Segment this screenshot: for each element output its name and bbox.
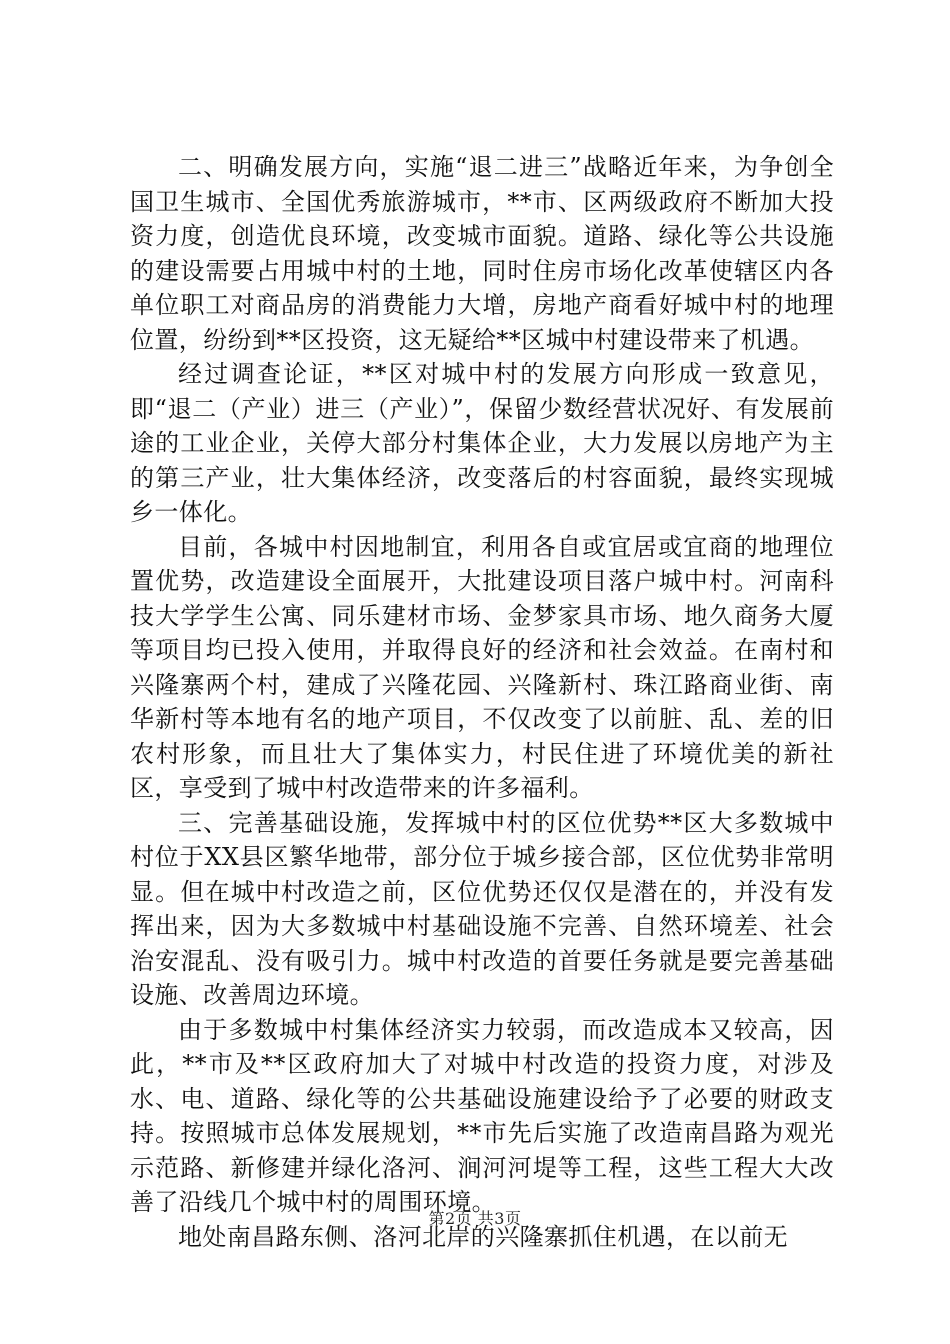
paragraph: 由于多数城中村集体经济实力较弱，而改造成本又较高，因此，**市及**区政府加大了对城中村改造的投资力度，对涉及水、电、道路、绿化等的公共基础设施建设给予了必要的财政支持。按照城市总体发展规划，**市先后实施了改造南昌路为观光示范路、新修建并绿化洛河、涧河河堤等工程，这些工程大大改善了沿线几个城中村的周围环境。 [130, 1015, 834, 1216]
paragraph: 目前，各城中村因地制宜，利用各自或宜居或宜商的地理位置优势，改造建设全面展开，大批建设项目落户城中村。河南科技大学学生公寓、同乐建材市场、金梦家具市场、地久商务大厦等项目均已投入使用，并取得良好的经济和社会效益。在南村和兴隆寨两个村，建成了兴隆花园、兴隆新村、珠江路商业街、南华新村等本地有名的地产项目，不仅改变了以前脏、乱、差的旧农村形象，而且壮大了集体实力，村民住进了环境优美的新社区，享受到了城中村改造带来的许多福利。 [130, 532, 834, 802]
document-body [130, 150, 834, 1254]
paragraph: 二、明确发展方向，实施“退二进三”战略近年来，为争创全国卫生城市、全国优秀旅游城市，**市、区两级政府不断加大投资力度，创造优良环境，改变城市面貌。道路、绿化等公共设施的建设需要占用城中村的土地，同时住房市场化改革使辖区内各单位职工对商品房的消费能力大增，房地产商看好城中村的地理位置，纷纷到**区投资，这无疑给**区城中村建设带来了机遇。 [130, 153, 834, 354]
paragraph: 经过调查论证，**区对城中村的发展方向形成一致意见，即“退二（产业）进三（产业）”，保留少数经营状况好、有发展前途的工业企业，关停大部分村集体企业，大力发展以房地产为主的第三产业，壮大集体经济，改变落后的村容面貌，最终实现城乡一体化。 [130, 360, 834, 526]
page-number-footer: 第2页 共3页 [428, 1209, 522, 1228]
paragraph: 三、完善基础设施，发挥城中村的区位优势**区大多数城中村位于XX县区繁华地带，部分位于城乡接合部，区位优势非常明显。但在城中村改造之前，区位优势还仅仅是潜在的，并没有发挥出来，因为大多数城中村基础设施不完善、自然环境差、社会治安混乱、没有吸引力。城中村改造的首要任务就是要完善基础设施、改善周边环境。 [130, 808, 834, 1009]
paragraph: 地处南昌路东侧、洛河北岸的兴隆寨抓住机遇，在以前无 [178, 1222, 788, 1251]
